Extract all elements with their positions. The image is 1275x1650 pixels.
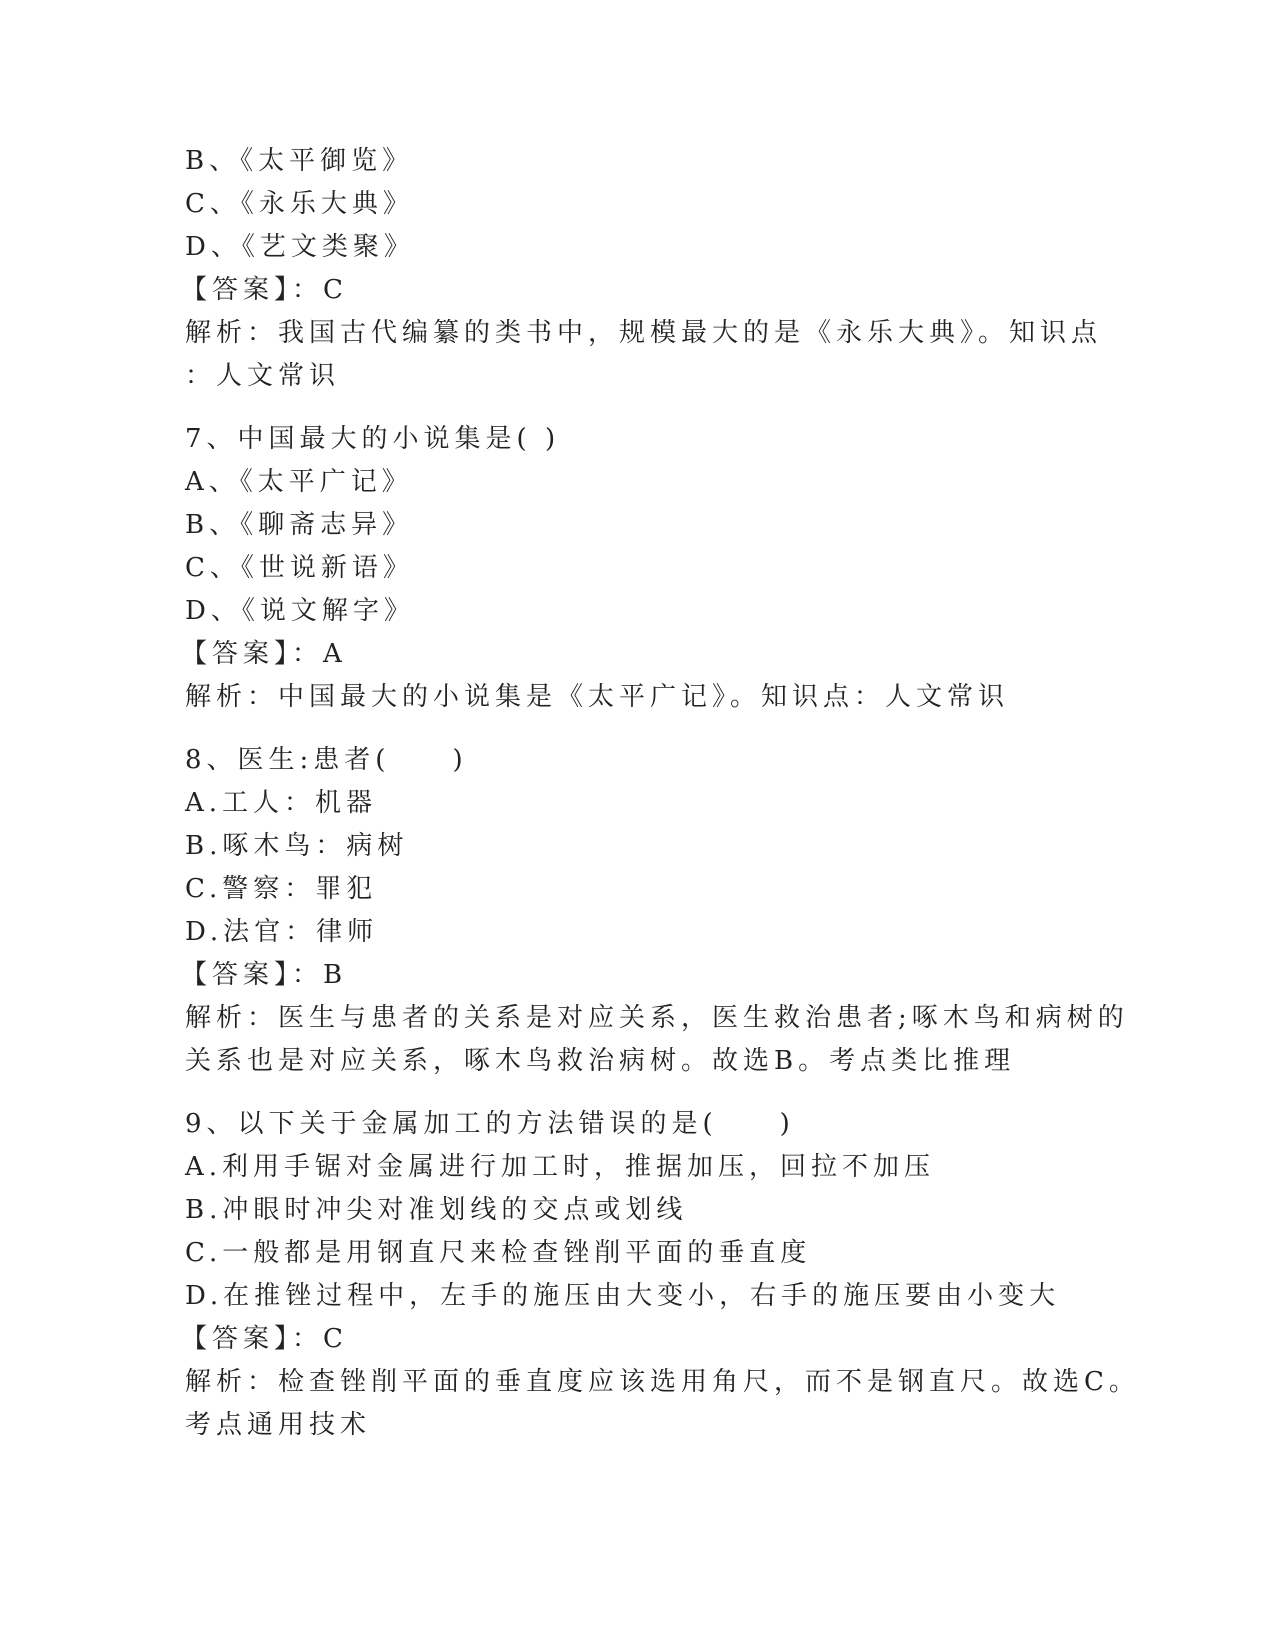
answer-label: 【答案】：A [181, 639, 347, 669]
document-page [181, 140, 1140, 1447]
question-8 [181, 739, 1129, 1083]
answer-label: 【答案】：C [181, 275, 348, 305]
option-c: C.警察：罪犯 [185, 874, 378, 904]
option-b: B、《聊斋志异》 [185, 510, 414, 540]
option-b: B.啄木鸟：病树 [185, 831, 409, 861]
analysis-line: 关系也是对应关系，啄木鸟救治病树。故选B。考点类比推理 [185, 1046, 1016, 1076]
question-9 [181, 1103, 1140, 1447]
question-6-tail [181, 140, 1103, 398]
option-b: B.冲眼时冲尖对准划线的交点或划线 [185, 1195, 688, 1225]
option-d: D、《说文解字》 [185, 596, 415, 626]
option-d: D.在推锉过程中，左手的施压由大变小，右手的施压要由小变大 [185, 1281, 1061, 1311]
analysis-line: 解析：检查锉削平面的垂直度应该选用角尺，而不是钢直尺。故选C。 [185, 1367, 1140, 1397]
option-a: A.利用手锯对金属进行加工时，推据加压，回拉不加压 [185, 1152, 936, 1182]
option-b: B、《太平御览》 [185, 146, 414, 176]
analysis-line: 解析：我国古代编纂的类书中，规模最大的是《永乐大典》。知识点 [185, 318, 1103, 348]
answer-label: 【答案】：C [181, 1324, 348, 1354]
option-a: A、《太平广记》 [185, 467, 413, 497]
option-d: D、《艺文类聚》 [185, 232, 415, 262]
option-c: C、《世说新语》 [185, 553, 414, 583]
option-c: C.一般都是用钢直尺来检查锉削平面的垂直度 [185, 1238, 812, 1268]
question-text: 9、以下关于金属加工的方法错误的是( ) [185, 1109, 795, 1139]
analysis-line: 考点通用技术 [185, 1410, 372, 1440]
option-a: A.工人：机器 [185, 788, 378, 818]
option-d: D.法官：律师 [185, 917, 379, 947]
analysis-line: ：人文常识 [185, 361, 341, 391]
answer-label: 【答案】：B [181, 960, 348, 990]
option-c: C、《永乐大典》 [185, 189, 414, 219]
analysis-line: 解析：医生与患者的关系是对应关系，医生救治患者;啄木鸟和病树的 [185, 1003, 1129, 1033]
question-7 [181, 418, 1085, 719]
question-text: 8、医生:患者( ) [185, 745, 468, 775]
question-text: 7、中国最大的小说集是( ) [185, 424, 561, 454]
analysis-line: 解析：中国最大的小说集是《太平广记》。知识点：人文常识 [185, 682, 1010, 712]
